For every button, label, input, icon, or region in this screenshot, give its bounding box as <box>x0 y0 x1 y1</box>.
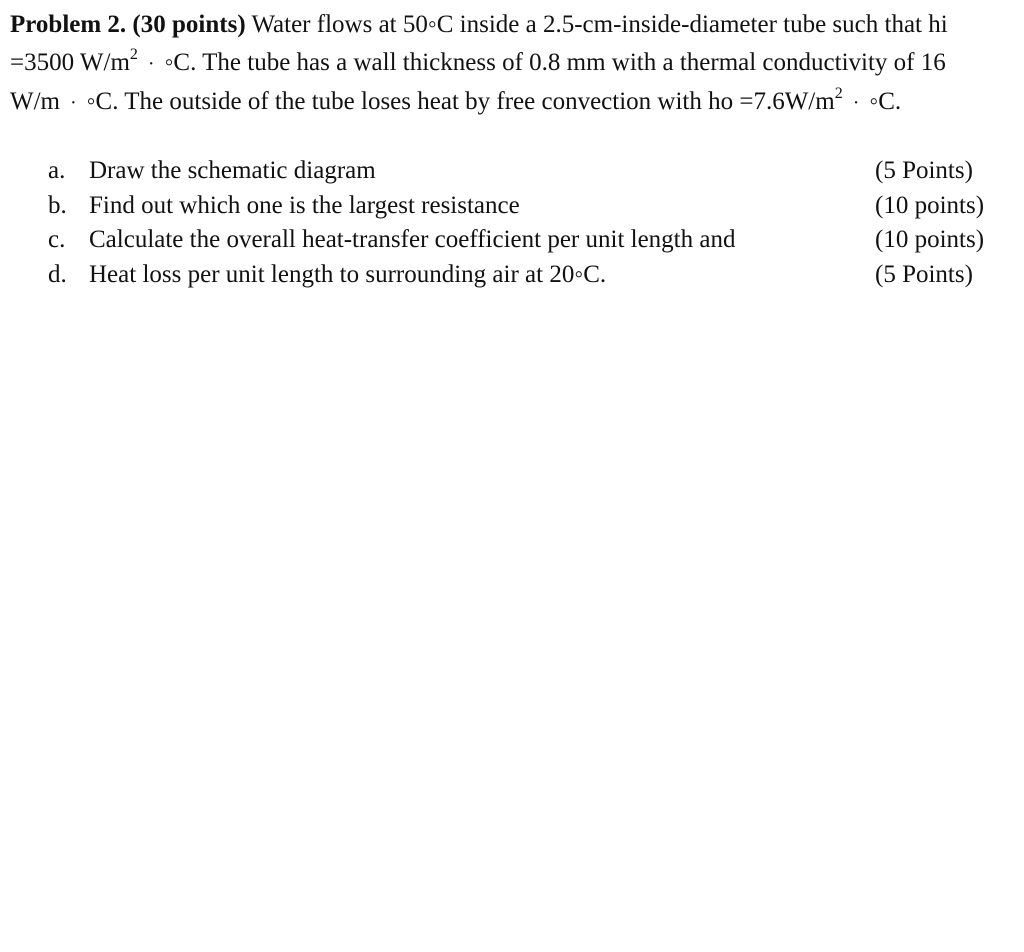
part-letter: c. <box>48 226 66 253</box>
problem-line-3-text-a: W/m <box>10 88 60 115</box>
problem-line-2 <box>10 44 1010 83</box>
problem-line-2-text-a: =3500 W/m <box>10 49 130 76</box>
part-b <box>48 189 998 224</box>
problem-line-3 <box>10 83 1010 122</box>
problem-line-1 <box>10 6 1010 44</box>
part-d <box>48 258 998 293</box>
part-text: Heat loss per unit length to surrounding air at 20◦C. <box>89 260 607 288</box>
part-text: Calculate the overall heat-transfer coefficient per unit length and <box>89 226 736 253</box>
problem-parts-list <box>48 154 998 292</box>
problem-line-3-text-c: ◦C. <box>869 88 902 115</box>
part-a <box>48 154 998 189</box>
problem-statement <box>10 6 1010 122</box>
part-points: (10 points) <box>875 226 985 253</box>
problem-heading: Problem 2. (30 points) <box>10 11 246 38</box>
multiplication-dot: · <box>852 92 860 114</box>
part-points: (10 points) <box>875 191 985 219</box>
part-letter: d. <box>48 260 67 288</box>
part-points: (5 Points) <box>875 260 973 288</box>
part-c <box>48 223 998 258</box>
problem-line-1-text: Water flows at 50◦C inside a 2.5-cm-inside-diameter tube such that hi <box>245 11 948 38</box>
superscript-2: 2 <box>834 84 843 102</box>
superscript-2: 2 <box>129 45 138 63</box>
part-text: Draw the schematic diagram <box>89 157 376 184</box>
part-letter: a. <box>48 157 66 184</box>
part-letter: b. <box>48 191 67 219</box>
multiplication-dot: · <box>70 92 77 114</box>
problem-line-2-text-b: ◦C. The tube has a wall thickness of 0.8 mm with a thermal conductivity of 16 <box>164 49 946 76</box>
part-points: (5 Points) <box>875 157 973 184</box>
problem-line-3-text-b: ◦C. The outside of the tube loses heat by free convection with ho =7.6W/m <box>86 88 835 115</box>
multiplication-dot: · <box>147 53 155 75</box>
part-text: Find out which one is the largest resistance <box>89 191 520 219</box>
